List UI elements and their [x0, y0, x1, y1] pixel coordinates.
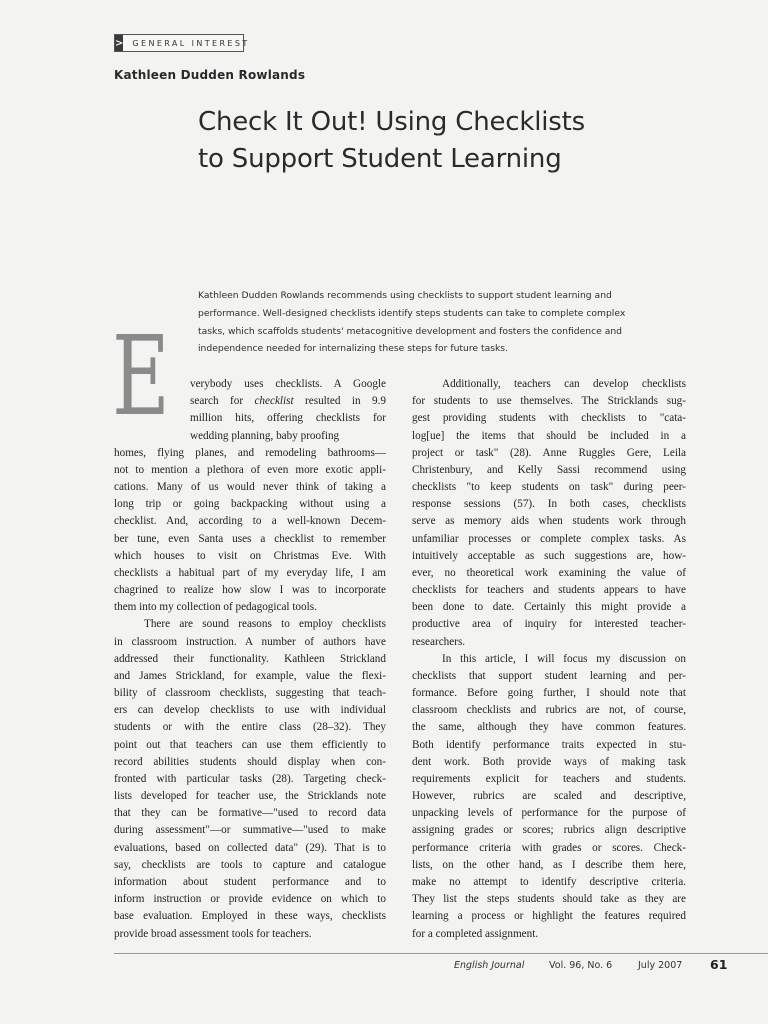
body-line: However, rubrics are scaled and descriptive,: [412, 790, 686, 803]
body-line: record abilities students should display when con-: [114, 755, 386, 768]
body-line: the same, although they have common features.: [412, 721, 686, 734]
body-line: ever, no theoretical work examining the value of: [412, 566, 686, 579]
body-line: checklist. And, according to a well-known Decem-: [114, 515, 386, 528]
body-line: They list the steps students should take as they are: [412, 893, 686, 906]
body-line: ers can develop checklists to use with individual: [114, 704, 386, 717]
body-line: productive area of inquiry for interested teacher-: [412, 618, 686, 631]
body-line: provide broad assessment tools for teachers.: [114, 927, 312, 940]
abstract-line: tasks, which scaffolds students' metacognitive development and fosters the confidence and: [198, 325, 623, 337]
body-line: assigning grades or scores; rubrics align descriptive: [412, 824, 686, 837]
body-line: make no attempt to identify descriptive criteria.: [412, 875, 686, 888]
body-line: checklists that support student learning and per-: [412, 669, 686, 682]
body-line: ber tune, even Santa uses a checklist to remember: [114, 532, 386, 545]
author-byline: Kathleen Dudden Rowlands: [114, 68, 306, 82]
body-line: million hits, offering checklists for: [190, 412, 386, 425]
body-line: gest providing students with checklists to "cata-: [412, 412, 686, 425]
body-line: them into my collection of pedagogical tools.: [114, 601, 317, 614]
body-line: bility of classroom checklists, suggesting that teach-: [114, 687, 386, 700]
body-line: In this article, I will focus my discussion on: [442, 652, 686, 665]
arrow-icon: >: [115, 35, 123, 51]
body-line: checklists for teachers and students appears to have: [412, 584, 686, 597]
body-line: been done to date. Certainly this might provide a: [412, 601, 686, 614]
body-line: requirements explicit for teachers and students.: [412, 772, 686, 785]
body-line: Both identify performance traits expected in stu-: [412, 738, 686, 751]
body-line: evaluations, based on collected data" (29). That is to: [114, 841, 386, 854]
section-badge: [114, 34, 250, 52]
body-line: not to mention a plethora of even more exotic appli-: [114, 463, 386, 476]
volume-issue: Vol. 96, No. 6: [549, 960, 613, 971]
body-line: students or with the entire class (28–32). They: [114, 721, 386, 734]
body-line: homes, flying planes, and remodeling bathrooms—: [114, 446, 386, 459]
body-line: fronted with particular tasks (28). Targeting check-: [114, 772, 386, 785]
body-line: that they can be formative—"used to record data: [114, 807, 386, 820]
body-line: performance criteria with grades or scores. Check-: [412, 841, 686, 854]
body-line: intuitively acceptable as such suggestions are, how-: [412, 549, 686, 562]
body-line: serve as memory aids when students work through: [412, 515, 686, 528]
issue-date: July 2007: [638, 960, 683, 971]
abstract-line: performance. Well-designed checklists identify steps students can take to complete complex: [198, 307, 626, 319]
body-line: learning a process or highlight the features required: [412, 910, 686, 923]
body-line: unfamiliar processes or complete complex tasks. As: [412, 532, 686, 545]
body-line: inform instruction or provide evidence on which to: [114, 893, 386, 906]
body-line: lists developed for teacher use, the Stricklands note: [114, 790, 386, 803]
abstract-line: Kathleen Dudden Rowlands recommends using checklists to support student learning and: [198, 290, 612, 301]
journal-name: English Journal: [454, 960, 525, 971]
body-line: unpacking levels of performance for the purpose of: [412, 807, 686, 820]
body-line: and James Strickland, for example, value the flexi-: [114, 669, 386, 682]
body-line: information about student performance and to: [114, 875, 386, 888]
body-line: base evaluation. Employed in these ways, checklists: [114, 910, 386, 923]
body-line: say, checklists are tools to capture and catalogue: [114, 858, 386, 871]
body-line: chagrined to realize how slow I was to incorporate: [114, 584, 386, 597]
body-line: which houses to visit on Christmas Eve. With: [114, 549, 386, 562]
body-line: search for checklist resulted in 9.9: [190, 395, 386, 408]
abstract-line: independence needed for internalizing these steps for future tasks.: [198, 343, 509, 355]
section-label: GENERAL INTEREST: [132, 38, 250, 48]
body-line: for students to use themselves. The Stricklands sug-: [412, 395, 686, 408]
footer-rule: [114, 953, 768, 954]
body-column-left: [114, 376, 386, 943]
abstract: [198, 287, 678, 358]
body-column-right: [412, 376, 686, 943]
drop-cap: E: [112, 312, 170, 440]
body-line: checklists a habitual part of my everyday life, I am: [114, 566, 386, 579]
body-line: for a completed assignment.: [412, 927, 539, 940]
body-line: addressed their functionality. Kathleen Strickland: [114, 652, 386, 665]
body-line: lists, on the other hand, as I describe them here,: [412, 858, 686, 871]
body-line: formance. Before going further, I should note that: [412, 687, 686, 700]
body-line: cations. Many of us would never think of taking a: [114, 481, 386, 494]
body-line: log[ue] the items that should be included in a: [412, 429, 686, 442]
body-line: dent work. Both provide ways of making task: [412, 755, 686, 768]
body-line: researchers.: [412, 635, 466, 648]
article-title: [198, 104, 718, 178]
body-line: during assessment"—or summative—"used to make: [114, 824, 386, 837]
body-line: There are sound reasons to employ checklists: [144, 618, 386, 631]
body-line: Christenbury, and Kelly Sassi recommend using: [412, 463, 686, 476]
title-line: Check It Out! Using Checklists: [198, 107, 585, 137]
body-line: response sessions (57). In both cases, checklists: [412, 498, 686, 511]
body-line: classroom checklists and rubrics are not, of course,: [412, 704, 686, 717]
body-line: verybody uses checklists. A Google: [190, 378, 386, 390]
body-line: project or task" (28). Anne Ruggles Gere, Leila: [412, 446, 686, 459]
body-line: checklists "to keep students on task" during peer-: [412, 481, 686, 494]
page-number: 61: [710, 957, 728, 972]
italic-term: checklist: [254, 395, 294, 408]
body-line: in classroom instruction. A number of authors have: [114, 635, 386, 648]
body-line: Additionally, teachers can develop checklists: [442, 378, 686, 390]
body-line: long trip or going backpacking without using a: [114, 498, 386, 511]
body-line: point out that teachers can use them efficiently to: [114, 738, 386, 751]
title-line: to Support Student Learning: [198, 144, 562, 174]
body-line: wedding planning, baby proofing: [190, 429, 340, 442]
